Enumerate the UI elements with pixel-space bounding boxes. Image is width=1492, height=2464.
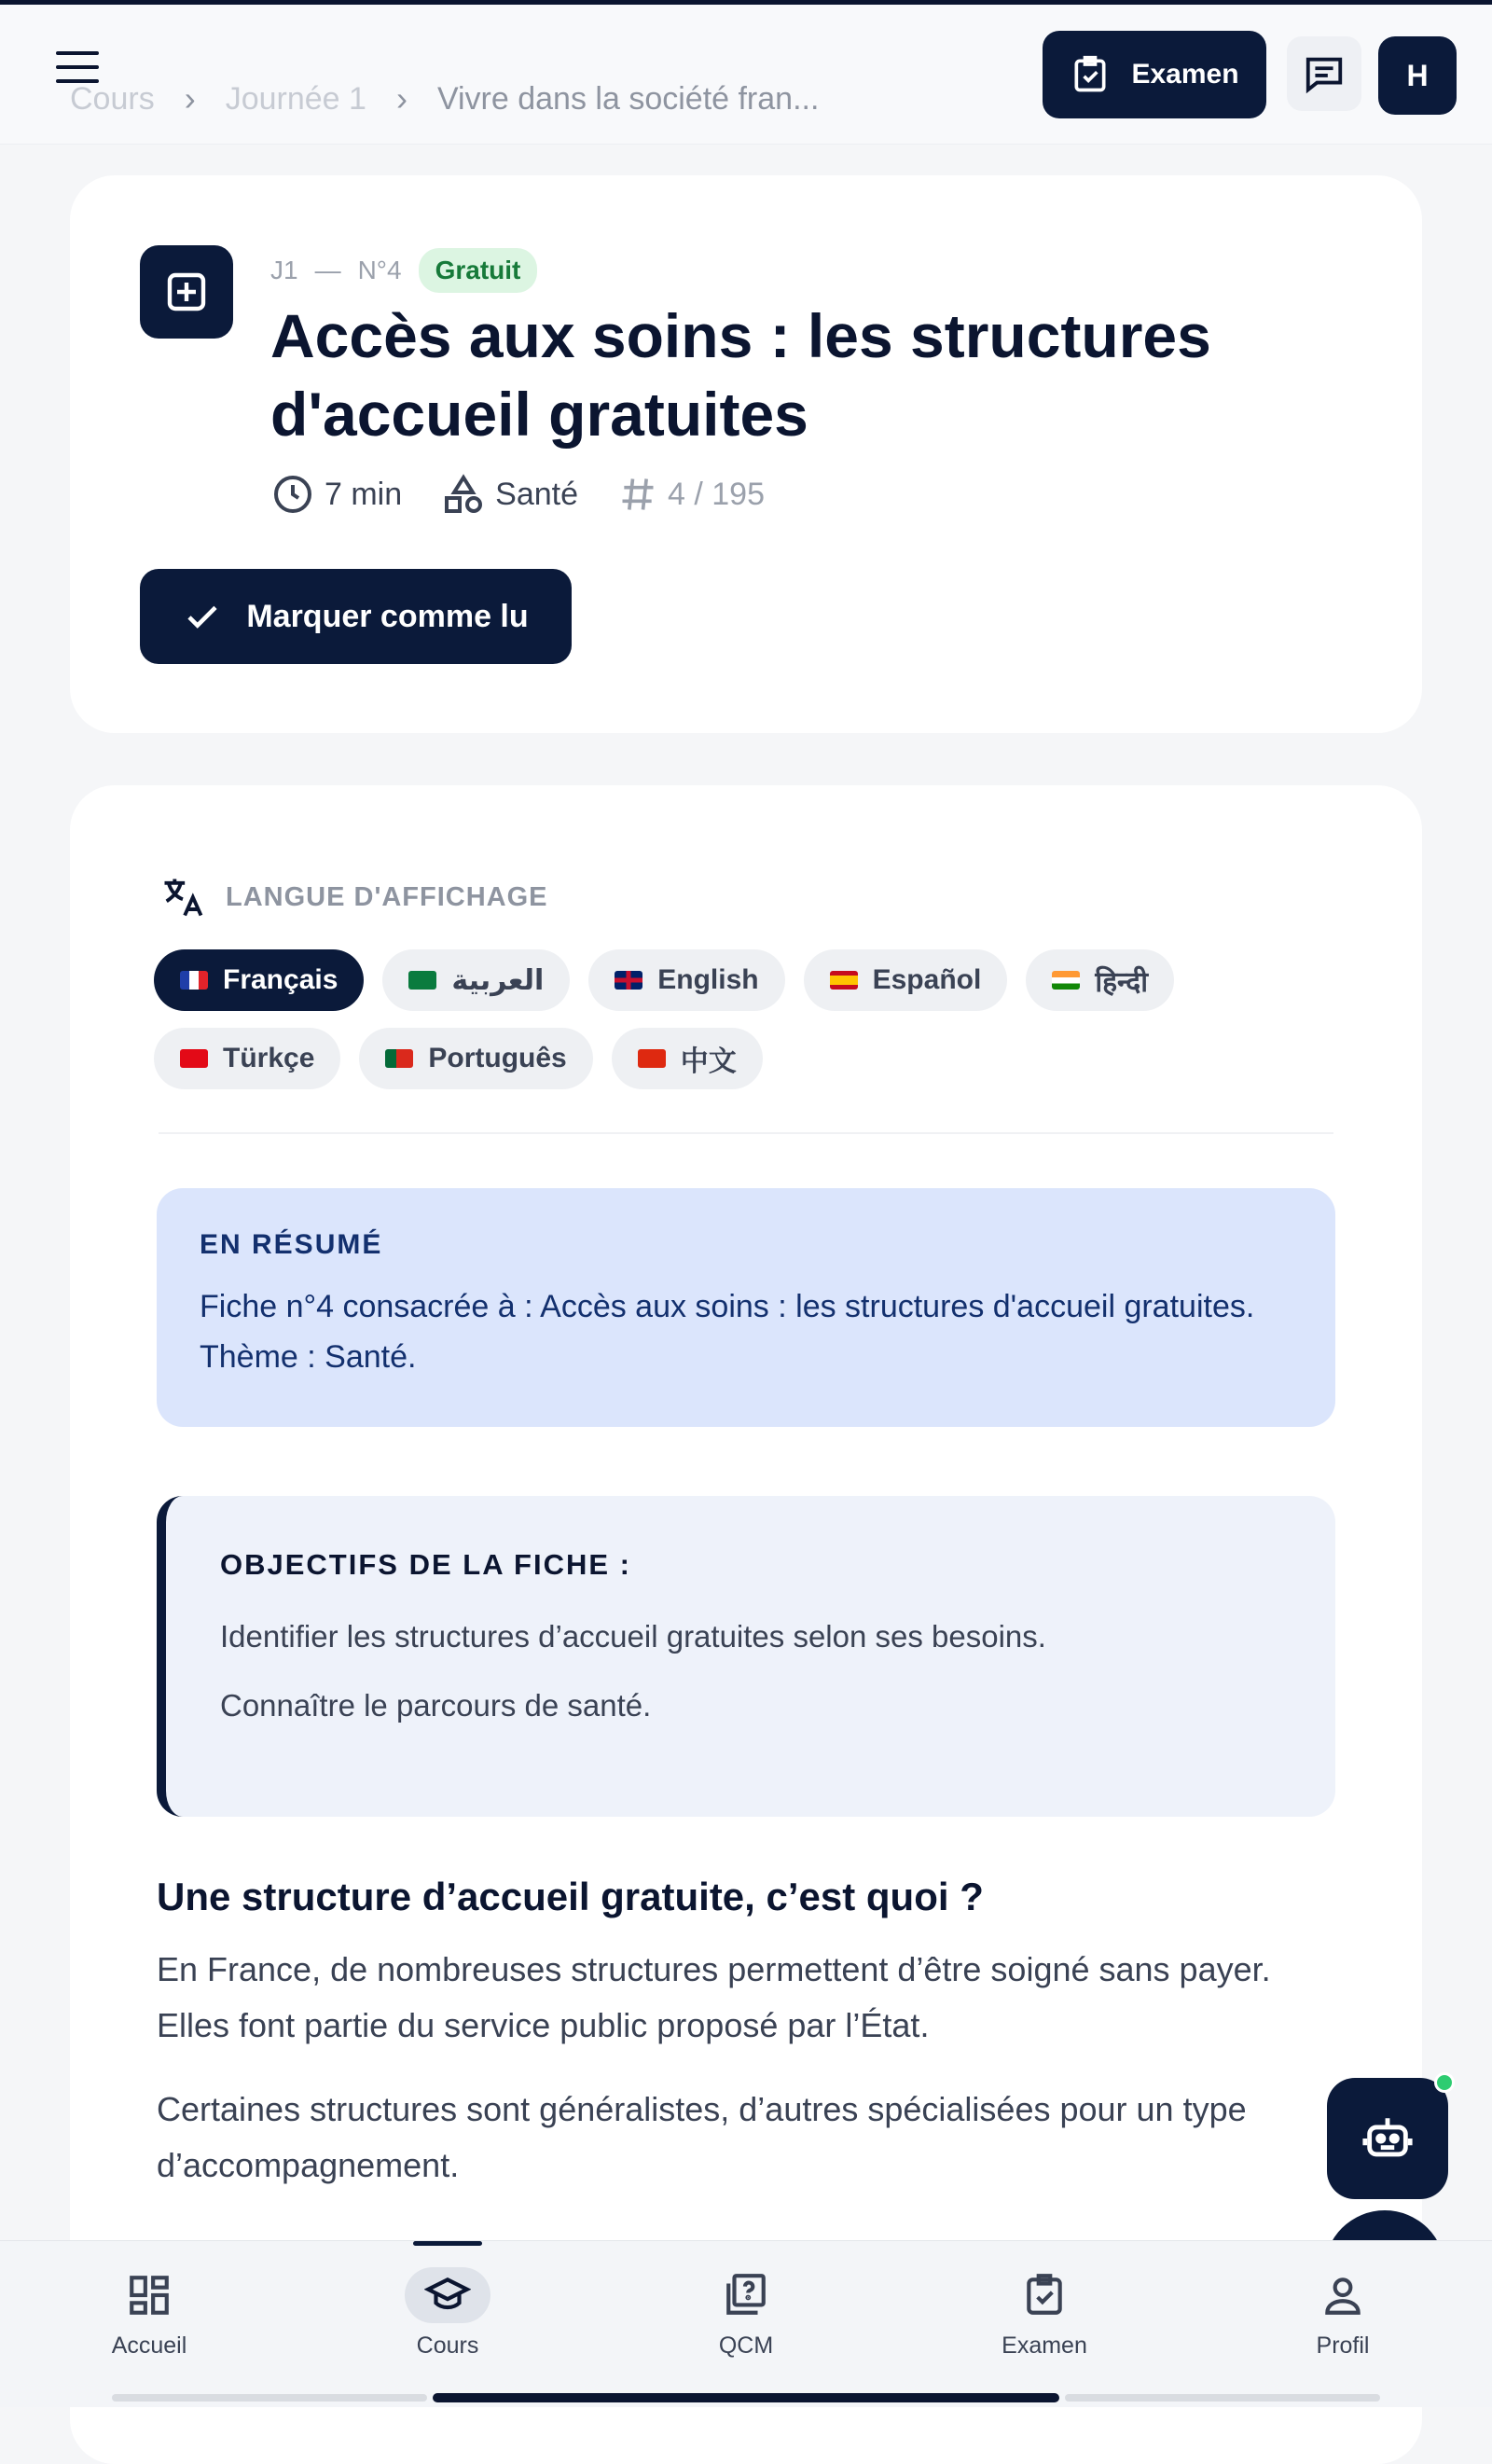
breadcrumb-item-journee[interactable]: Journée 1 bbox=[225, 80, 366, 117]
medical-cross-icon bbox=[140, 245, 233, 339]
breadcrumb-separator: › bbox=[184, 79, 196, 118]
language-chip-tr[interactable]: Türkçe bbox=[154, 1028, 340, 1089]
language-chip-ar[interactable]: العربية bbox=[382, 949, 570, 1011]
paragraph: En France, de nombreuses structures permettent d’être soigné sans payer. Elles font partie du service public proposé par l’État. bbox=[157, 1950, 1271, 2044]
user-avatar[interactable]: H bbox=[1378, 36, 1457, 115]
language-chips bbox=[154, 949, 1366, 1089]
objective-item: Connaître le parcours de santé. bbox=[220, 1688, 652, 1723]
meta-dash: — bbox=[314, 256, 341, 284]
flag-tr-icon bbox=[180, 1049, 208, 1068]
nav-item-profil[interactable]: Profil bbox=[1250, 2267, 1436, 2360]
breadcrumb-separator: › bbox=[395, 79, 408, 118]
chat-icon bbox=[1303, 52, 1346, 95]
divider bbox=[159, 1132, 1333, 1134]
mark-as-read-label: Marquer comme lu bbox=[246, 598, 529, 634]
paragraph: Certaines structures sont généralistes, d’autres spécialisées pour un type d’accompagnement. bbox=[157, 2090, 1247, 2184]
graduation-cap-icon bbox=[405, 2267, 490, 2323]
duration-info bbox=[270, 472, 402, 517]
gesture-bar-track bbox=[1065, 2394, 1380, 2402]
hash-icon bbox=[617, 474, 658, 515]
nav-item-examen[interactable]: Examen bbox=[951, 2267, 1138, 2360]
language-chip-fr[interactable]: Français bbox=[154, 949, 364, 1011]
robot-icon bbox=[1361, 2111, 1415, 2166]
language-heading bbox=[159, 873, 548, 921]
clipboard-check-icon bbox=[1070, 54, 1111, 95]
lesson-info-row bbox=[270, 472, 804, 517]
language-chip-zh[interactable]: 中文 bbox=[612, 1028, 763, 1089]
language-chip-es[interactable]: Español bbox=[804, 949, 1008, 1011]
language-chip-en[interactable]: English bbox=[588, 949, 784, 1011]
clipboard-check-icon bbox=[1002, 2267, 1087, 2323]
exam-button[interactable] bbox=[1043, 31, 1266, 118]
theme-text: Santé bbox=[495, 476, 578, 512]
messages-button[interactable] bbox=[1287, 36, 1361, 111]
language-chip-hi[interactable]: हिन्दी bbox=[1026, 949, 1174, 1011]
position-info bbox=[617, 474, 765, 515]
dashboard-icon bbox=[106, 2267, 192, 2323]
summary-heading: EN RÉSUMÉ bbox=[200, 1229, 383, 1260]
lesson-content-card bbox=[70, 785, 1422, 2464]
bottom-navigation bbox=[0, 2240, 1492, 2407]
active-tab-indicator bbox=[413, 2241, 482, 2246]
translate-icon bbox=[159, 873, 207, 921]
exam-button-label: Examen bbox=[1131, 59, 1239, 90]
lesson-title: Accès aux soins : les structures d'accueil gratuites bbox=[270, 301, 1211, 449]
app-header bbox=[0, 5, 1492, 145]
flag-pt-icon bbox=[385, 1049, 413, 1068]
flag-sa-icon bbox=[408, 971, 436, 990]
nav-item-qcm[interactable]: QCM bbox=[653, 2267, 839, 2360]
objectives-box bbox=[157, 1496, 1335, 1817]
breadcrumb-item-cours[interactable]: Cours bbox=[70, 80, 155, 117]
summary-box bbox=[157, 1188, 1335, 1427]
duration-text: 7 min bbox=[325, 476, 403, 512]
breadcrumb bbox=[70, 79, 819, 118]
flag-fr-icon bbox=[180, 971, 208, 990]
online-status-dot bbox=[1434, 2072, 1455, 2093]
lesson-header-card bbox=[70, 175, 1422, 733]
nav-item-cours[interactable]: Cours bbox=[354, 2267, 541, 2360]
free-badge: Gratuit bbox=[419, 248, 538, 293]
quiz-icon bbox=[703, 2267, 789, 2323]
shapes-icon bbox=[441, 472, 486, 517]
lesson-meta bbox=[270, 248, 537, 293]
nav-item-accueil[interactable]: Accueil bbox=[56, 2267, 242, 2360]
language-heading-text: LANGUE D'AFFICHAGE bbox=[226, 881, 548, 912]
lesson-day: J1 bbox=[270, 256, 298, 284]
flag-cn-icon bbox=[638, 1049, 666, 1068]
summary-text: Fiche n°4 consacrée à : Accès aux soins : les structures d'accueil gratuites. Thème : Santé. bbox=[200, 1289, 1255, 1375]
flag-in-icon bbox=[1052, 971, 1080, 990]
theme-info bbox=[441, 472, 578, 517]
gesture-home-bar[interactable] bbox=[433, 2393, 1059, 2402]
mark-as-read-button[interactable] bbox=[140, 569, 572, 664]
objective-item: Identifier les structures d’accueil gratuites selon ses besoins. bbox=[220, 1619, 1046, 1654]
lesson-number: N°4 bbox=[357, 256, 402, 284]
section-title: Une structure d’accueil gratuite, c’est quoi ? bbox=[157, 1875, 984, 1918]
flag-gb-icon bbox=[615, 971, 642, 990]
assistant-bot-button[interactable] bbox=[1327, 2078, 1448, 2199]
language-chip-pt[interactable]: Português bbox=[359, 1028, 592, 1089]
person-icon bbox=[1300, 2267, 1386, 2323]
objectives-heading: OBJECTIFS DE LA FICHE : bbox=[220, 1548, 631, 1581]
position-text: 4 / 195 bbox=[668, 476, 765, 512]
hamburger-menu-icon[interactable] bbox=[56, 51, 99, 83]
clock-icon bbox=[270, 472, 315, 517]
flag-es-icon bbox=[830, 971, 858, 990]
breadcrumb-item-current: Vivre dans la société fran... bbox=[436, 80, 820, 117]
check-icon bbox=[183, 597, 222, 636]
gesture-bar-track bbox=[112, 2394, 427, 2402]
